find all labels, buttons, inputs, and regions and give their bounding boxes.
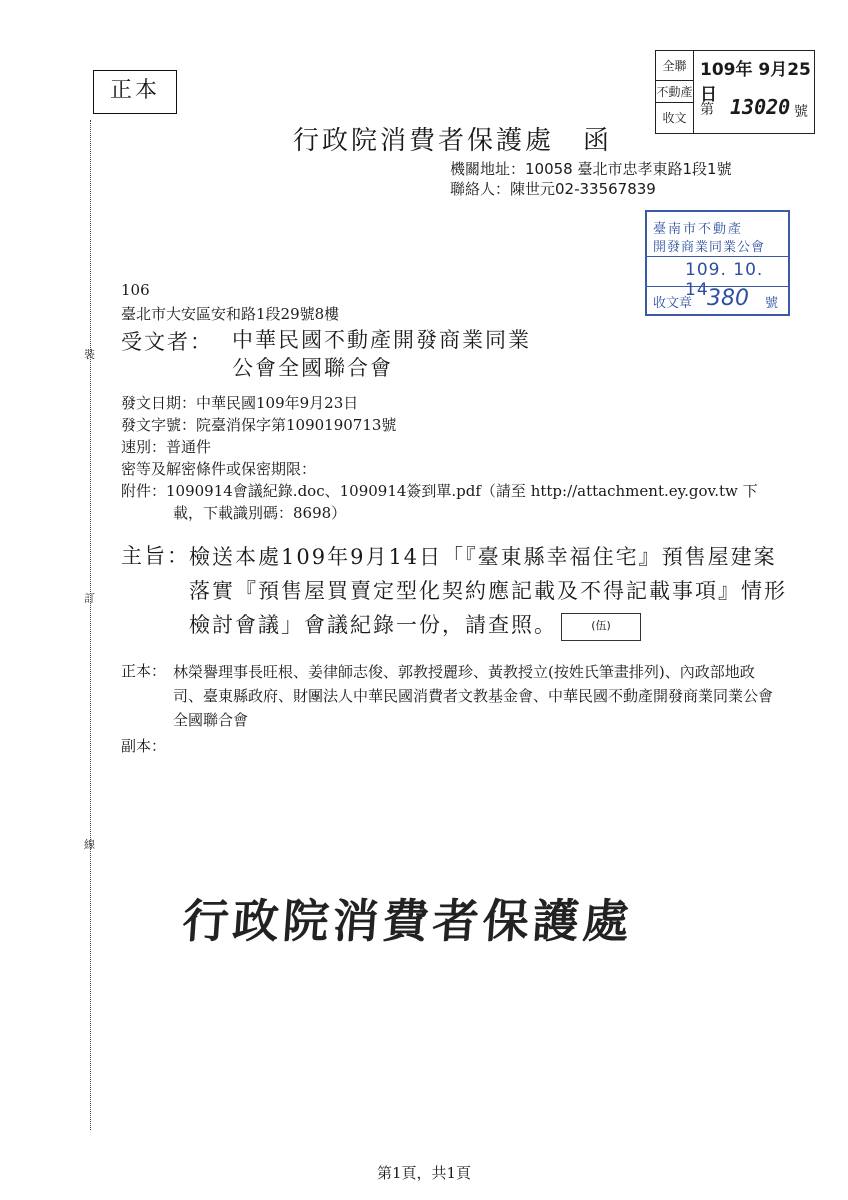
recipient-address: 臺北市大安區安和路1段29號8樓: [121, 305, 340, 323]
blue-stamp-number-prefix: 收文章: [653, 296, 693, 311]
blue-stamp-number: 380: [707, 286, 749, 311]
received-stamp-label-3: 收文: [656, 103, 694, 133]
binding-mark-xian: 線: [84, 838, 95, 851]
blue-stamp-line2: 開發商業同業公會: [653, 240, 766, 255]
received-stamp-label-1: 全聯: [656, 51, 694, 81]
page-number: 第1頁，共1頁: [376, 1164, 472, 1182]
subject-body: [189, 540, 789, 642]
agency-signature-stamp: 行政院消費者保護處: [180, 894, 635, 948]
blue-stamp-date: 109. 10. 14: [685, 260, 764, 300]
delivery-speed: 速別：普通件: [121, 438, 212, 456]
secrecy-level: 密等及解密條件或保密期限：: [121, 460, 317, 478]
received-stamp-number: 13020: [730, 95, 791, 119]
blue-received-stamp: [645, 210, 790, 316]
binding-mark-ding: 訂: [84, 592, 95, 605]
received-stamp-no-suffix: 號: [794, 104, 808, 120]
duplicate-recipients-label: 副本：: [121, 737, 167, 755]
recipient-zip: 106: [121, 281, 150, 299]
agency-address: 機關地址：10058 臺北市忠孝東路1段1號: [450, 160, 732, 178]
original-recipients-list: 林榮譽理事長旺根、姜律師志俊、郭教授麗珍、黃教授立(按姓氏筆畫排列)、內政部地政司、臺東縣政府、財團法人中華民國消費者文教基金會、中華民國不動產開發商業同業公會全國聯合會: [173, 663, 774, 729]
original-recipients-label: 正本：: [121, 662, 167, 680]
received-stamp: [655, 50, 815, 134]
recipient-label: 受文者：: [121, 330, 213, 354]
subject-label: 主旨：: [121, 544, 190, 568]
subject-text: 檢送本處109年9月14日「『臺東縣幸福住宅』預售屋建案落實『預售屋買賣定型化契約應記載及不得記載事項』情形檢討會議」會議紀錄一份，請查照。: [189, 545, 787, 637]
blue-stamp-line1: 臺南市不動產: [653, 222, 744, 237]
received-stamp-no-prefix: 第: [700, 102, 714, 118]
contact-person: 聯絡人：陳世元02-33567839: [450, 180, 656, 198]
issue-date: 發文日期：中華民國109年9月23日: [121, 394, 359, 412]
document-title: 行政院消費者保護處 函: [293, 126, 613, 156]
binding-mark-zhuang: 裝: [84, 348, 95, 361]
recipient-name: 中華民國不動產開發商業同業公會全國聯合會: [232, 328, 531, 380]
binding-line: [90, 120, 91, 1130]
document-number: 發文字號：院臺消保字第1090190713號: [121, 416, 397, 434]
received-stamp-label-2: 不動產: [656, 81, 694, 103]
copy-type-box: 正本: [93, 70, 177, 114]
attachment-line-1: 附件：1090914會議紀錄.doc、1090914簽到單.pdf（請至 http://attachment.ey.gov.tw 下: [121, 482, 758, 500]
blue-stamp-divider: [647, 256, 788, 257]
seal-stamp: (伍): [561, 613, 641, 641]
received-stamp-date: 109年 9月25日: [700, 60, 811, 105]
attachment-line-2: 載，下載識別碼：8698）: [173, 504, 347, 522]
blue-stamp-number-suffix: 號: [765, 296, 779, 311]
